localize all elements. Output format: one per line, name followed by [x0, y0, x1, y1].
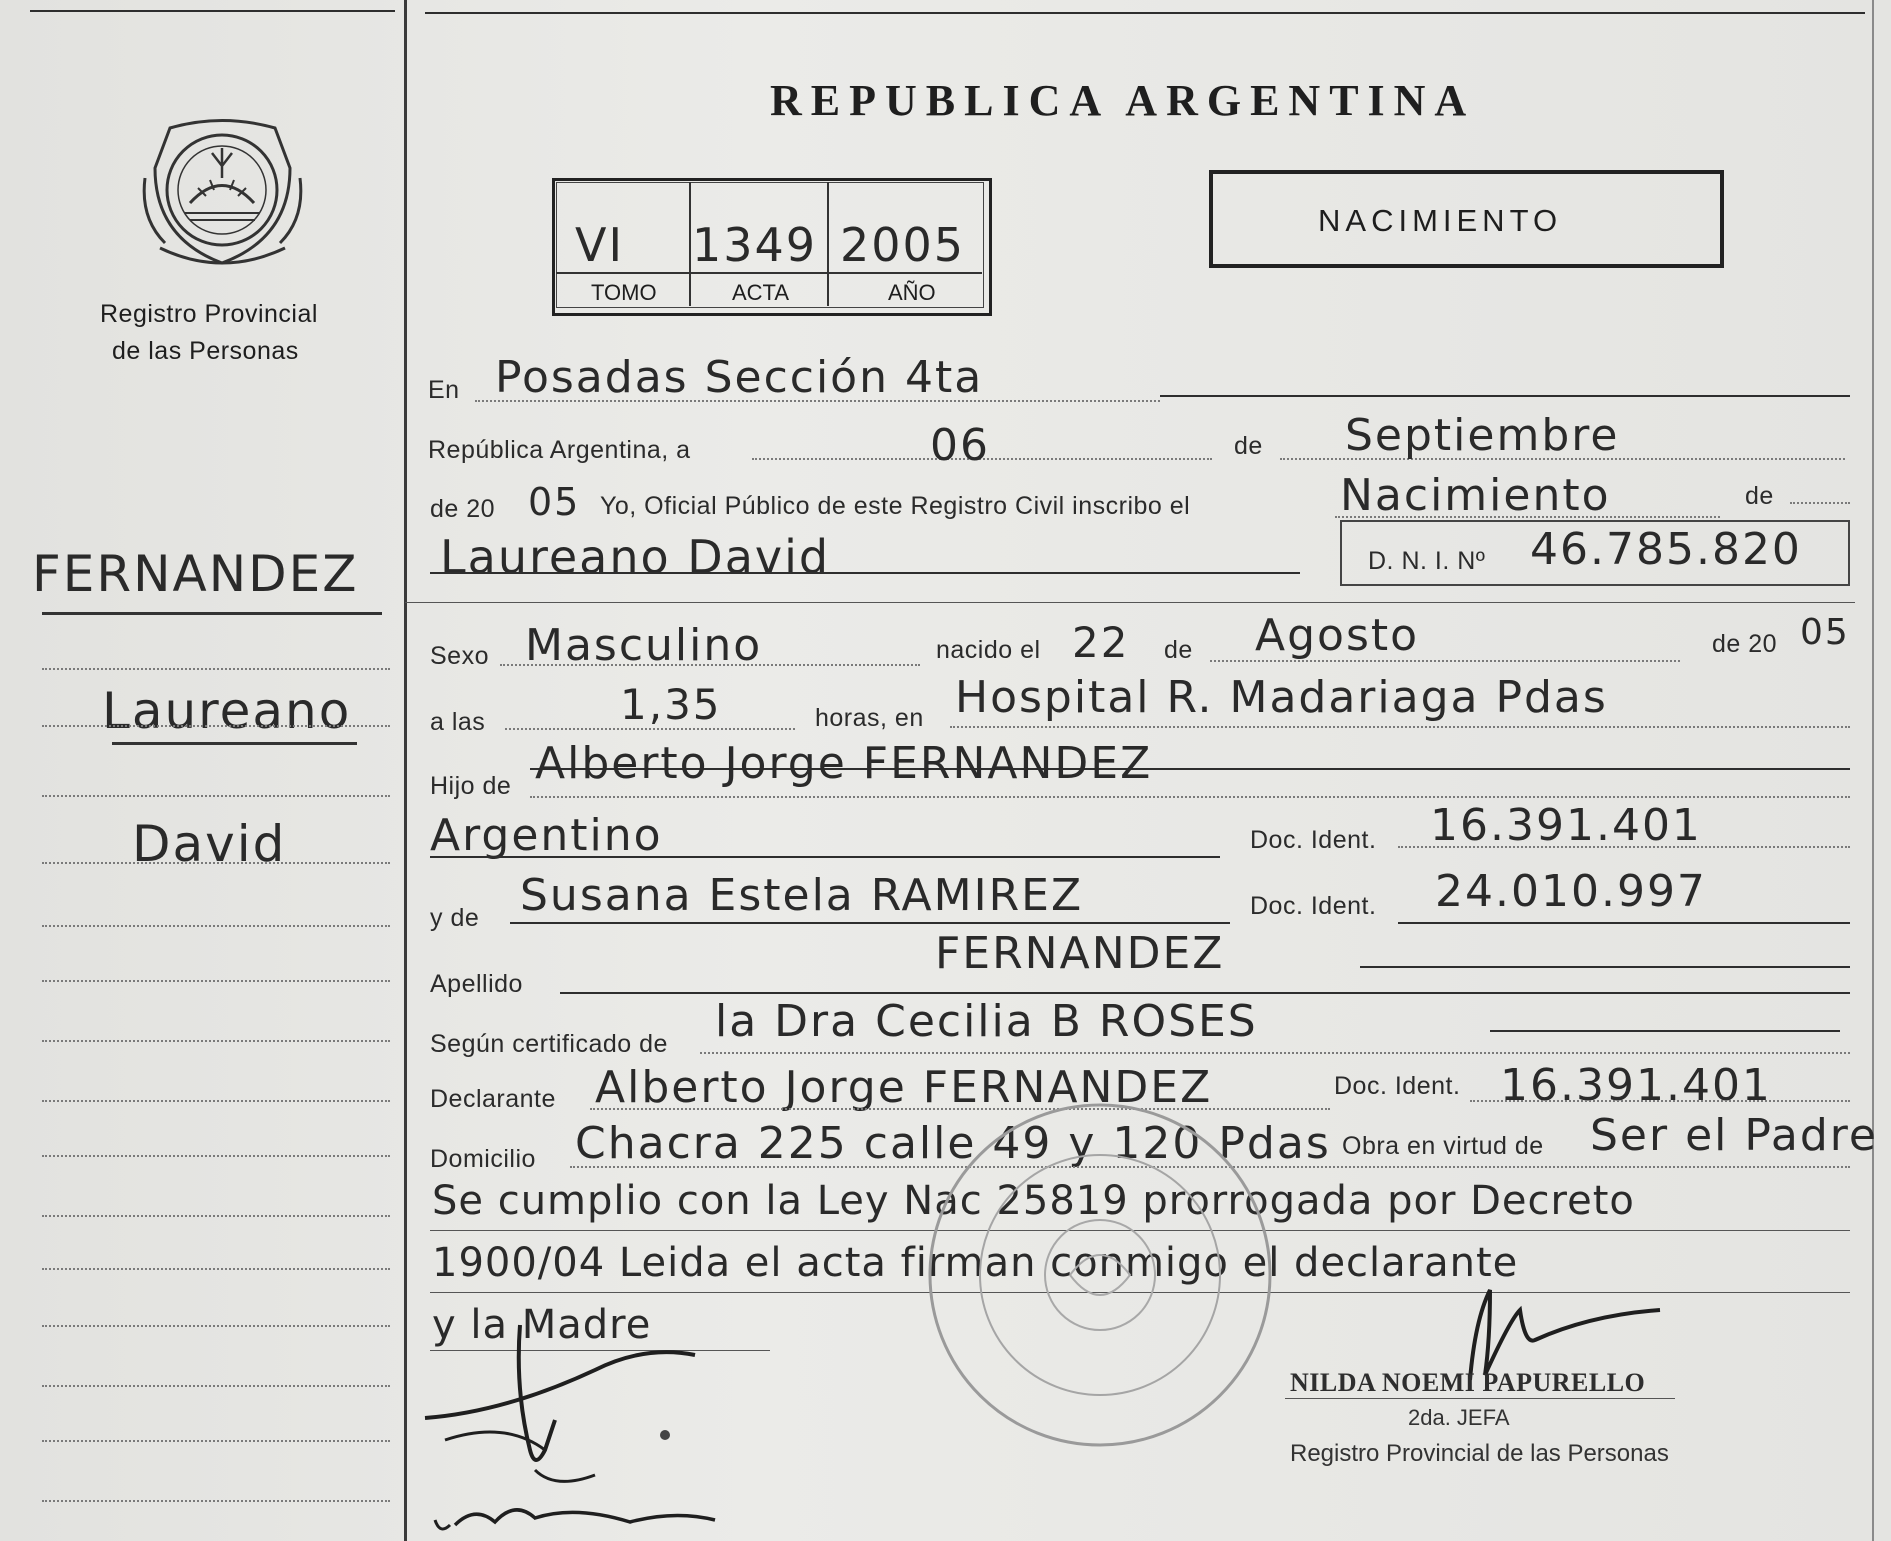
ano-value: 2005: [840, 218, 966, 272]
apellido-label: Apellido: [430, 970, 523, 998]
ano-label: AÑO: [888, 280, 936, 305]
en-label: En: [428, 376, 460, 404]
margin-line-9: [42, 1155, 390, 1157]
father-doc-label: Doc. Ident.: [1250, 826, 1377, 854]
birth-day: 22: [1072, 618, 1130, 667]
cert-rule: [1490, 1030, 1840, 1032]
cert-value: la Dra Cecilia B ROSES: [715, 996, 1258, 1047]
margin-first-underline: [112, 742, 357, 745]
tomo-value: VI: [575, 218, 625, 272]
father-dots: [530, 796, 1850, 798]
father-nationality: Argentino: [430, 810, 663, 861]
margin-line-11: [42, 1268, 390, 1270]
declarante-doc-dots: [1470, 1100, 1850, 1102]
hijo-label: Hijo de: [430, 772, 512, 800]
declarante-value: Alberto Jorge FERNANDEZ: [595, 1062, 1213, 1113]
margin-second-name: David: [132, 815, 287, 873]
right-border: [1872, 0, 1874, 1541]
mother-rule: [510, 922, 1230, 924]
birth-year-prefix: de 20: [1712, 630, 1778, 658]
margin-line-4: [42, 862, 390, 864]
margin-line-10: [42, 1215, 390, 1217]
margin-line-2: [42, 725, 390, 727]
de-label: de: [1234, 432, 1263, 460]
margin-line-3: [42, 795, 390, 797]
tomo-label: TOMO: [591, 280, 657, 305]
signature-icon: [415, 1300, 745, 1540]
mother-doc-label: Doc. Ident.: [1250, 892, 1377, 920]
month-value: Septiembre: [1345, 410, 1620, 461]
cert-dots: [700, 1052, 1850, 1054]
hour-value: 1,35: [620, 680, 722, 729]
official-title: 2da. JEFA: [1408, 1405, 1510, 1430]
place-value: Hospital R. Madariaga Pdas: [955, 672, 1608, 723]
apellido-value: FERNANDEZ: [935, 928, 1225, 979]
en-value: Posadas Sección 4ta: [495, 352, 984, 403]
apellido-rule: [560, 992, 1850, 994]
yo-label: Yo, Oficial Público de este Registro Civil inscribo el: [600, 492, 1191, 520]
margin-line-12: [42, 1325, 390, 1327]
alas-label: a las: [430, 708, 486, 736]
de2-dots: [1790, 502, 1850, 504]
declarante-label: Declarante: [430, 1085, 556, 1113]
day-value: 06: [930, 420, 990, 471]
record-divider-1: [689, 182, 691, 306]
domicilio-label: Domicilio: [430, 1145, 536, 1173]
margin-line-13: [42, 1385, 390, 1387]
name-rule: [430, 572, 1300, 574]
margin-line-5: [42, 925, 390, 927]
domicilio-value: Chacra 225 calle 49 y 120 Pdas: [575, 1118, 1331, 1169]
province-seal-icon: [140, 108, 305, 273]
nat-rule: [430, 856, 1220, 858]
margin-line-6: [42, 980, 390, 982]
year-value: 05: [528, 480, 581, 524]
horas-label: horas, en: [815, 704, 924, 732]
registry-name-line2: de las Personas: [112, 337, 299, 365]
margin-first-name: Laureano: [102, 682, 352, 740]
nacido-label: nacido el: [936, 636, 1041, 664]
dni-value: 46.785.820: [1530, 524, 1802, 575]
margin-divider: [404, 0, 407, 1541]
margin-surname-underline: [42, 612, 382, 615]
acta-label: ACTA: [732, 280, 790, 305]
note-line-2: 1900/04 Leida el acta firman conmigo el declarante: [432, 1240, 1519, 1286]
registry-name-line1: Registro Provincial: [100, 300, 318, 328]
obra-value: Ser el Padre: [1590, 1110, 1878, 1161]
section-rule-1: [405, 602, 1855, 603]
declarante-doc: 16.391.401: [1500, 1060, 1772, 1111]
obra-label: Obra en virtud de: [1342, 1132, 1544, 1160]
note-line-3: y la Madre: [432, 1302, 652, 1348]
en-rule: [1160, 395, 1850, 397]
top-right-rule: [425, 12, 1865, 14]
yde-label: y de: [430, 904, 480, 932]
margin-line-7: [42, 1040, 390, 1042]
record-label-rule: [556, 272, 982, 274]
place-dots: [950, 726, 1850, 728]
margin-line-14: [42, 1440, 390, 1442]
father-doc: 16.391.401: [1430, 800, 1702, 851]
country-title: REPUBLICA ARGENTINA: [770, 76, 1476, 125]
birth-year: 05: [1800, 612, 1850, 653]
mother-doc-rule: [1398, 922, 1850, 924]
apellido-rule-top: [1360, 966, 1850, 968]
mother-doc: 24.010.997: [1435, 866, 1707, 917]
margin-line-1: [42, 668, 390, 670]
certificate-type: NACIMIENTO: [1318, 203, 1563, 238]
segun-label: Según certificado de: [430, 1030, 668, 1058]
dni-label: D. N. I. Nº: [1368, 547, 1486, 575]
official-name: NILDA NOEMI PAPURELLO: [1290, 1368, 1646, 1397]
republica-label: República Argentina, a: [428, 436, 691, 464]
year-prefix: de 20: [430, 495, 496, 523]
event-value: Nacimiento: [1340, 470, 1611, 521]
birth-month: Agosto: [1255, 610, 1420, 661]
acta-value: 1349: [692, 218, 818, 272]
note-line-1: Se cumplio con la Ley Nac 25819 prorrogada por Decreto: [432, 1178, 1635, 1224]
official-rule: [1285, 1398, 1675, 1399]
official-org: Registro Provincial de las Personas: [1290, 1440, 1669, 1467]
margin-surname: FERNANDEZ: [32, 545, 359, 603]
name-value: Laureano David: [440, 530, 831, 584]
mother-value: Susana Estela RAMIREZ: [520, 870, 1084, 921]
de-label-2: de: [1745, 482, 1774, 510]
de-label-3: de: [1164, 636, 1193, 664]
sexo-label: Sexo: [430, 642, 489, 670]
official-stamp-icon: [920, 1095, 1280, 1455]
record-divider-2: [827, 182, 829, 306]
top-left-rule: [30, 10, 395, 12]
sexo-value: Masculino: [525, 620, 763, 671]
margin-line-8: [42, 1100, 390, 1102]
declarante-doc-label: Doc. Ident.: [1334, 1072, 1461, 1100]
father-value: Alberto Jorge FERNANDEZ: [535, 738, 1153, 789]
margin-line-15: [42, 1500, 390, 1502]
